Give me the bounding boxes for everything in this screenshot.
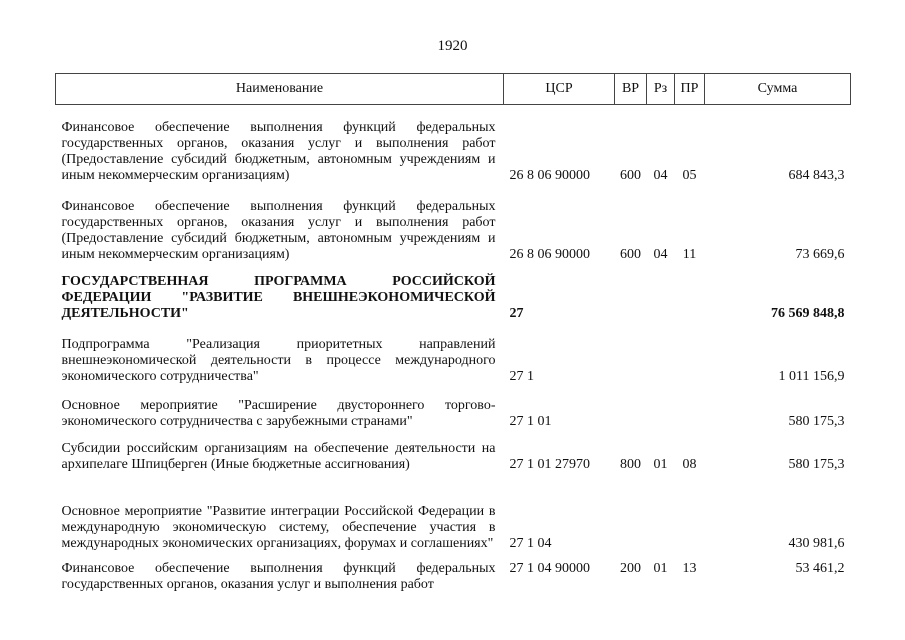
row-sum: 580 175,3	[788, 456, 845, 472]
row-rz: 04	[653, 167, 668, 183]
row-sum: 580 175,3	[788, 413, 845, 429]
row-sum: 76 569 848,8	[771, 305, 845, 321]
row-pr	[675, 473, 705, 552]
row-name: Подпрограмма "Реализация приоритетных направлений внешнеэкономической деятельности в процессе международного экономического сотрудничества"	[61, 336, 496, 384]
row-pr	[675, 263, 705, 322]
table-row-program	[56, 263, 851, 322]
row-sum: 684 843,3	[788, 167, 845, 183]
row-pr: 11	[682, 246, 697, 262]
row-vr: 600	[620, 246, 641, 262]
table-row	[56, 184, 851, 263]
row-sum: 53 461,2	[795, 560, 845, 576]
row-rz: 04	[653, 246, 668, 262]
row-csr: 27 1 01	[509, 413, 552, 429]
row-name: Финансовое обеспечение выполнения функций федеральных государственных органов, оказания услуг и выполнения работ (Предоставление субсидий бюджетным, автономным учреждениям и иным некоммерческим организациям)	[61, 198, 496, 262]
row-vr: 600	[620, 167, 641, 183]
table-header-row	[56, 74, 851, 105]
row-name: Субсидии российским организациям на обеспечение деятельности на архипелаге Шпицберген (Иные бюджетные ассигнования)	[61, 440, 496, 472]
row-vr	[615, 322, 647, 385]
header-sum: Сумма	[705, 74, 851, 105]
budget-table	[55, 73, 851, 595]
row-pr: 05	[682, 167, 697, 183]
row-name-cell	[56, 552, 504, 595]
header-rz: Рз	[647, 74, 675, 105]
header-pr: ПР	[675, 74, 705, 105]
row-sum: 430 981,6	[788, 535, 845, 551]
table-row	[56, 473, 851, 552]
row-csr: 27 1 04 90000	[509, 560, 590, 576]
table-row	[56, 105, 851, 184]
row-name: ГОСУДАРСТВЕННАЯ ПРОГРАММА РОССИЙСКОЙ ФЕДЕРАЦИИ "РАЗВИТИЕ ВНЕШНЕЭКОНОМИЧЕСКОЙ ДЕЯТЕЛЬНОСТИ"	[61, 273, 496, 321]
header-name: Наименование	[56, 74, 504, 105]
row-rz	[647, 263, 675, 322]
row-rz	[647, 322, 675, 385]
row-rz: 01	[653, 456, 668, 472]
row-sum: 73 669,6	[795, 246, 845, 262]
header-vr: ВР	[615, 74, 647, 105]
row-csr: 27 1	[509, 368, 534, 384]
row-csr: 26 8 06 90000	[509, 246, 590, 262]
row-name: Основное мероприятие "Развитие интеграции Российской Федерации в международную экономическую систему, обеспечение участия в международных экономических организациях, форумах и соглашениях"	[61, 503, 496, 551]
header-csr: ЦСР	[504, 74, 615, 105]
row-sum: 1 011 156,9	[778, 368, 845, 384]
row-pr: 08	[682, 456, 697, 472]
table-row	[56, 385, 851, 430]
row-pr	[675, 322, 705, 385]
row-rz	[647, 473, 675, 552]
row-vr: 200	[620, 560, 641, 576]
row-vr: 800	[620, 456, 641, 472]
row-rz	[647, 385, 675, 430]
row-pr	[675, 385, 705, 430]
row-name: Финансовое обеспечение выполнения функций федеральных государственных органов, оказания услуг и выполнения работ	[61, 560, 496, 592]
row-name: Финансовое обеспечение выполнения функций федеральных государственных органов, оказания услуг и выполнения работ (Предоставление субсидий бюджетным, автономным учреждениям и иным некоммерческим организациям)	[61, 119, 496, 183]
row-rz: 01	[653, 560, 668, 576]
row-csr: 26 8 06 90000	[509, 167, 590, 183]
row-csr: 27 1 01 27970	[509, 456, 590, 472]
page-number: 1920	[437, 38, 468, 54]
row-vr	[615, 473, 647, 552]
table-row	[56, 322, 851, 385]
row-csr: 27 1 04	[509, 535, 552, 551]
row-vr	[615, 263, 647, 322]
row-vr	[615, 385, 647, 430]
row-pr: 13	[682, 560, 697, 576]
table-row	[56, 430, 851, 473]
table-row	[56, 552, 851, 595]
row-name: Основное мероприятие "Расширение двустороннего торгово-экономического сотрудничества с зарубежными странами"	[61, 397, 496, 429]
row-csr: 27	[509, 305, 524, 321]
